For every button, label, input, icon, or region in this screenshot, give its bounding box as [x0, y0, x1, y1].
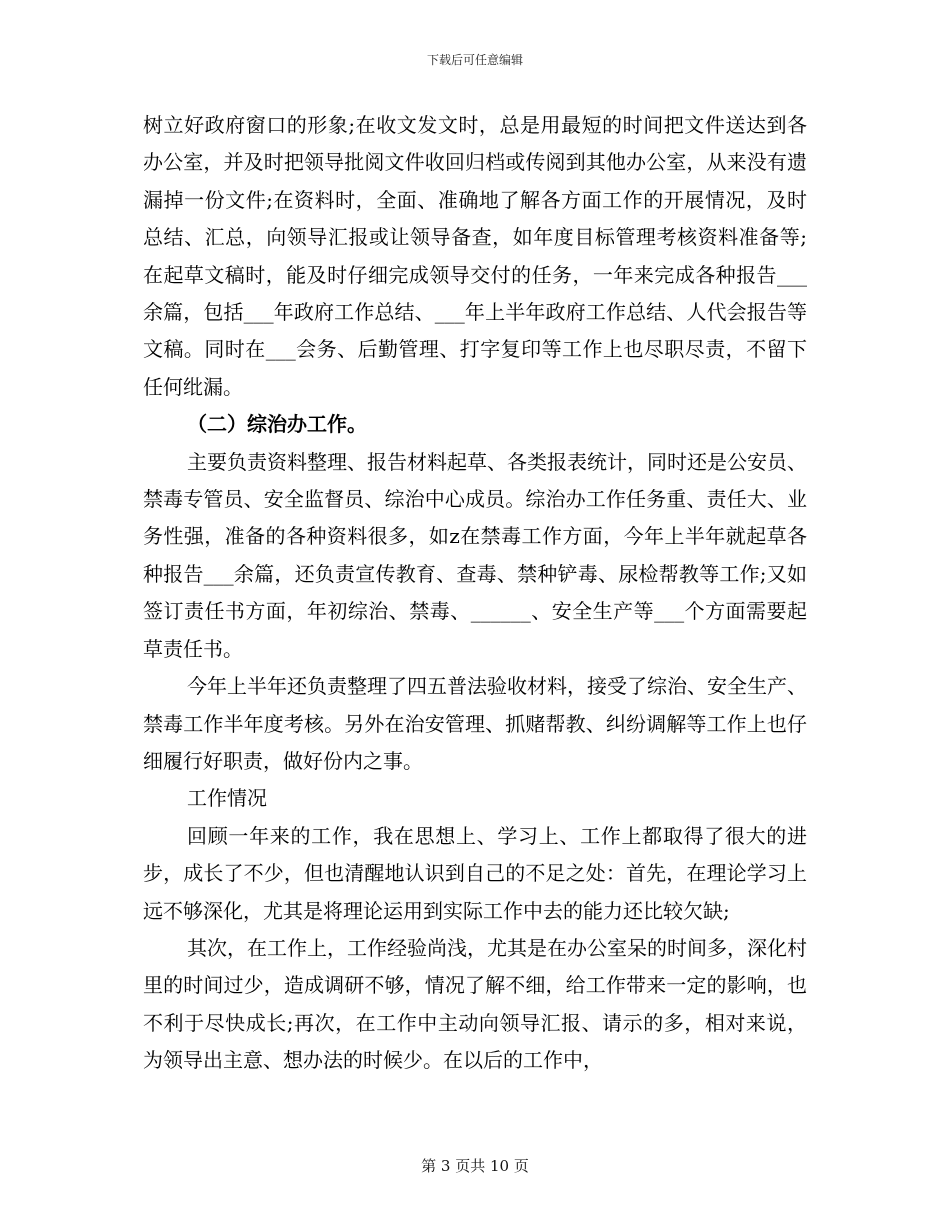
page-number: 第 3 页共 10 页: [421, 1157, 529, 1175]
paragraph-review: 回顾一年来的工作，我在思想上、学习上、工作上都取得了很大的进步，成长了不少，但也清醒地认识到自己的不足之处：首先，在理论学习上远不够深化，尤其是将理论运用到实际工作中去的能力还比较欠缺;: [143, 823, 807, 923]
section-heading: （二）综治办工作。: [187, 412, 367, 437]
paragraph-duties: 主要负责资料整理、报告材料起草、各类报表统计，同时还是公安员、禁毒专管员、安全监督员、综治中心成员。综治办工作任务重、责任大、业务性强，准备的各种资料很多，如z在禁毒工作方面，今年上半年就起草各种报告___余篇，还负责宣传教育、查毒、禁种铲毒、尿检帮教等工作;又如签订责任书方面，年初综治、禁毒、______、安全生产等___个方面需要起草责任书。: [143, 449, 807, 661]
paragraph-shortcomings: 其次，在工作上，工作经验尚浅，尤其是在办公室呆的时间多，深化村里的时间过少，造成调研不够，情况了解不细，给工作带来一定的影响，也不利于尽快成长;再次，在工作中主动向领导汇报、请示的多，相对来说，为领导出主意、想办法的时候少。在以后的工作中，: [143, 935, 807, 1073]
page-header: 下载后可任意编辑: [426, 53, 523, 67]
paragraph-continuation: 树立好政府窗口的形象;在收文发文时，总是用最短的时间把文件送达到各办公室，并及时把领导批阅文件收回归档或传阅到其他办公室，从来没有遗漏掉一份文件;在资料时，全面、准确地了解各方面工作的开展情况，及时总结、汇总，向领导汇报或让领导备查，如年度目标管理考核资料准备等;在起草文稿时，能及时仔细完成领导交付的任务，一年来完成各种报告___余篇，包括___年政府工作总结、___年上半年政府工作总结、人代会报告等文稿。同时在___会务、后勤管理、打字复印等工作上也尽职尽责，不留下任何纰漏。: [143, 113, 807, 399]
paragraph-work-status-label: 工作情况: [187, 786, 267, 811]
document-body: [143, 107, 807, 1080]
paragraph-half-year: 今年上半年还负责整理了四五普法验收材料，接受了综治、安全生产、禁毒工作半年度考核。另外在治安管理、抓赌帮教、纠纷调解等工作上也仔细履行好职责，做好份内之事。: [143, 674, 807, 773]
